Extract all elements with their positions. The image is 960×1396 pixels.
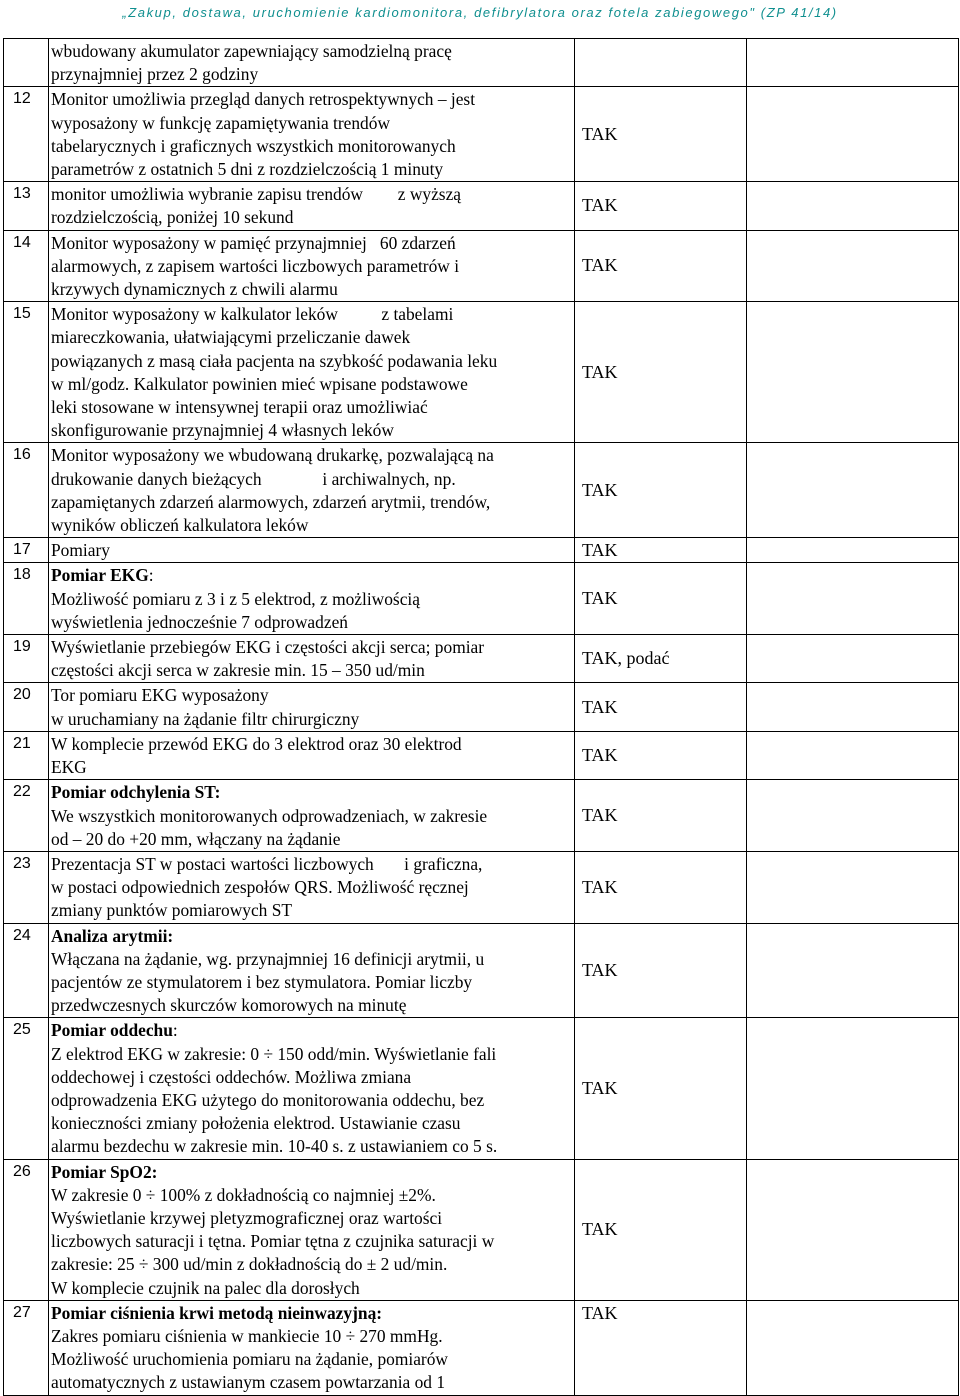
description-line: rozdzielczością, poniżej 10 sekund — [51, 207, 294, 228]
description-line: parametrów z ostatnich 5 dni z rozdzielczością 1 minuty — [51, 159, 444, 180]
offered-parameter-cell — [747, 780, 959, 852]
row-number: 14 — [4, 230, 49, 302]
description-line: zakresie: 25 ÷ 300 ud/min z dokładnością do ± 2 ud/min. — [51, 1254, 448, 1275]
table-row — [4, 563, 959, 635]
row-number: 26 — [4, 1159, 49, 1300]
description-line: Monitor wyposażony we wbudowaną drukarkę, pozwalającą na — [51, 445, 494, 466]
description-line: wyświetlenia jednocześnie 7 odprowadzeń — [51, 611, 348, 632]
specification-table — [3, 38, 959, 1396]
row-description — [49, 39, 575, 87]
requirement-value: TAK — [575, 302, 747, 443]
row-number: 17 — [4, 538, 49, 563]
row-description — [49, 1300, 575, 1395]
row-description — [49, 635, 575, 683]
row-description — [49, 851, 575, 923]
description-line: wyników obliczeń kalkulatora leków — [51, 515, 309, 536]
description-line: od – 20 do +20 mm, włączany na żądanie — [51, 828, 341, 849]
description-line: Wyświetlanie przebiegów EKG i częstości akcji serca; pomiar — [51, 637, 485, 658]
section-heading: Pomiar odchylenia ST: — [51, 782, 221, 803]
description-line: konieczności zmiany położenia elektrod. Ustawianie czasu — [51, 1113, 461, 1134]
description-line: liczbowych saturacji i tętna. Pomiar tętna z czujnika saturacji w — [51, 1231, 495, 1252]
description-line: Wyświetlanie krzywej pletyzmograficznej oraz wartości — [51, 1207, 443, 1228]
table-row — [4, 851, 959, 923]
row-number: 16 — [4, 443, 49, 538]
row-description: Pomiar oddechu: Z elektrod EKG w zakresie: 0 ÷ 150 odd/min. Wyświetlanie fali oddechowej i częstości oddechów. Możliwa zmiana odprowadzenia EKG użytego do monitorowania oddechu, bez konieczności zmiany położenia elektrod. Ustawianie czasu alarmu bezdechu w zakresie min. 10-40 s. z ustawianiem co 5 s. — [49, 1018, 575, 1159]
offered-parameter-cell — [747, 1300, 959, 1395]
requirement-value: TAK — [575, 87, 747, 182]
requirement-value: TAK, podać — [575, 635, 747, 683]
description-line: oddechowej i częstości oddechów. Możliwa zmiana — [51, 1066, 412, 1087]
requirement-value: TAK — [575, 182, 747, 230]
row-description — [49, 731, 575, 779]
row-description — [49, 1159, 575, 1300]
description-line: drukowanie danych bieżących i archiwalnych, np. — [51, 468, 456, 489]
description-line: wbudowany akumulator zapewniający samodzielną pracę — [51, 41, 452, 61]
requirement-value: TAK — [575, 1159, 747, 1300]
row-number: 21 — [4, 731, 49, 779]
requirement-value: TAK — [575, 538, 747, 563]
row-number: 15 — [4, 302, 49, 443]
description-line: wyposażony w funkcję zapamiętywania trendów — [51, 112, 390, 133]
description-line: Prezentacja ST w postaci wartości liczbowych i graficzna, — [51, 853, 483, 874]
row-description — [49, 538, 575, 563]
description-line: W zakresie 0 ÷ 100% z dokładnością co najmniej ±2%. — [51, 1184, 436, 1205]
offered-parameter-cell — [747, 683, 959, 731]
offered-parameter-cell — [747, 731, 959, 779]
table-row — [4, 635, 959, 683]
description-line: Z elektrod EKG w zakresie: 0 ÷ 150 odd/min. Wyświetlanie fali — [51, 1043, 497, 1064]
row-number: 18 — [4, 563, 49, 635]
offered-parameter-cell — [747, 39, 959, 87]
offered-parameter-cell — [747, 182, 959, 230]
section-heading: Pomiar oddechu — [51, 1020, 173, 1041]
description-line: przynajmniej przez 2 godziny — [51, 64, 259, 85]
table-row — [4, 923, 959, 1018]
description-line: skonfigurowanie przynajmniej 4 własnych leków — [51, 420, 394, 441]
table-row — [4, 39, 959, 87]
offered-parameter-cell — [747, 302, 959, 443]
table-row — [4, 731, 959, 779]
description-line: zmiany punktów pomiarowych ST — [51, 900, 293, 921]
row-number: 27 — [4, 1300, 49, 1395]
offered-parameter-cell — [747, 230, 959, 302]
requirement-value: TAK — [575, 230, 747, 302]
offered-parameter-cell — [747, 563, 959, 635]
description-line: pacjentów ze stymulatorem i bez stymulatora. Pomiar liczby — [51, 971, 473, 992]
requirement-value: TAK — [575, 563, 747, 635]
description-line: alarmu bezdechu w zakresie min. 10-40 s. z ustawianiem co 5 s. — [51, 1136, 498, 1157]
description-line: powiązanych z masą ciała pacjenta na szybkość podawania leku — [51, 350, 498, 371]
description-line: krzywych dynamicznych z chwili alarmu — [51, 279, 338, 300]
description-line: w uruchamiany na żądanie filtr chirurgiczny — [51, 708, 360, 729]
description-line: Możliwość pomiaru z 3 i z 5 elektrod, z możliwością — [51, 588, 420, 609]
description-line: Pomiary — [51, 540, 110, 561]
description-line: w postaci odpowiednich zespołów QRS. Możliwość ręcznej — [51, 877, 469, 898]
row-number: 20 — [4, 683, 49, 731]
row-description — [49, 443, 575, 538]
section-heading: Analiza arytmii: — [51, 925, 174, 946]
offered-parameter-cell — [747, 635, 959, 683]
section-heading: Pomiar EKG — [51, 565, 149, 586]
row-description: Pomiar EKG: Możliwość pomiaru z 3 i z 5 elektrod, z możliwością wyświetlenia jednocześnie 7 odprowadzeń — [49, 563, 575, 635]
description-line: We wszystkich monitorowanych odprowadzeniach, w zakresie — [51, 805, 488, 826]
description-line: przedwczesnych skurczów komorowych na minutę — [51, 995, 407, 1016]
row-description — [49, 923, 575, 1018]
requirement-value: TAK — [575, 443, 747, 538]
description-line: automatycznych z ustawianym czasem powtarzania od 1 — [51, 1372, 446, 1393]
requirement-value: TAK — [575, 731, 747, 779]
table-row — [4, 780, 959, 852]
row-description — [49, 87, 575, 182]
row-description — [49, 683, 575, 731]
offered-parameter-cell — [747, 87, 959, 182]
requirement-value: TAK — [575, 683, 747, 731]
requirement-value: TAK — [575, 780, 747, 852]
description-line: tabelarycznych i graficznych wszystkich monitorowanych — [51, 135, 456, 156]
description-line: leki stosowane w intensywnej terapii oraz umożliwiać — [51, 397, 428, 418]
table-row — [4, 1018, 959, 1159]
description-line: zapamiętanych zdarzeń alarmowych, zdarzeń arytmii, trendów, — [51, 491, 491, 512]
row-number: 23 — [4, 851, 49, 923]
description-line: Monitor wyposażony w kalkulator leków z tabelami — [51, 304, 454, 325]
description-line: Monitor umożliwia przegląd danych retrospektywnych – jest — [51, 89, 476, 110]
row-description — [49, 780, 575, 852]
section-heading: Pomiar SpO2: — [51, 1161, 158, 1182]
description-line: Możliwość uruchomienia pomiaru na żądanie, pomiarów — [51, 1349, 448, 1370]
description-line: odprowadzenia EKG użytego do monitorowania oddechu, bez — [51, 1089, 485, 1110]
description-line: EKG — [51, 757, 87, 778]
offered-parameter-cell — [747, 443, 959, 538]
description-line: Tor pomiaru EKG wyposażony — [51, 685, 269, 706]
description-line: Zakres pomiaru ciśnienia w mankiecie 10 ÷ 270 mmHg. — [51, 1325, 443, 1346]
description-line: Włączana na żądanie, wg. przynajmniej 16 definicji arytmii, u — [51, 948, 485, 969]
offered-parameter-cell — [747, 538, 959, 563]
requirement-value: TAK — [575, 1300, 747, 1395]
row-number — [4, 39, 49, 87]
table-row — [4, 443, 959, 538]
row-description — [49, 230, 575, 302]
row-number: 25 — [4, 1018, 49, 1159]
offered-parameter-cell — [747, 1018, 959, 1159]
offered-parameter-cell — [747, 1159, 959, 1300]
document-header: „Zakup, dostawa, uruchomienie kardiomonitora, defibrylatora oraz fotela zabiegowego" (ZP 41/14) — [122, 5, 838, 20]
row-number: 13 — [4, 182, 49, 230]
row-number: 19 — [4, 635, 49, 683]
row-description — [49, 182, 575, 230]
description-line: W komplecie czujnik na palec dla dorosłych — [51, 1277, 360, 1298]
requirement-value — [575, 39, 747, 87]
description-line: alarmowych, z zapisem wartości liczbowych parametrów i — [51, 255, 460, 276]
offered-parameter-cell — [747, 851, 959, 923]
section-heading: Pomiar ciśnienia krwi metodą nieinwazyjną: — [51, 1302, 383, 1323]
table-row — [4, 683, 959, 731]
requirement-value: TAK — [575, 923, 747, 1018]
description-line: monitor umożliwia wybranie zapisu trendów z wyższą — [51, 184, 462, 205]
description-line: w ml/godz. Kalkulator powinien mieć wpisane podstawowe — [51, 373, 468, 394]
table-row — [4, 1159, 959, 1300]
table-row — [4, 302, 959, 443]
requirement-value: TAK — [575, 1018, 747, 1159]
description-line: W komplecie przewód EKG do 3 elektrod oraz 30 elektrod — [51, 733, 462, 754]
offered-parameter-cell — [747, 923, 959, 1018]
description-line: miareczkowania, ułatwiającymi przeliczanie dawek — [51, 327, 411, 348]
row-number: 12 — [4, 87, 49, 182]
description-line: częstości akcji serca w zakresie min. 15 – 350 ud/min — [51, 660, 425, 681]
table-row — [4, 87, 959, 182]
table-row — [4, 182, 959, 230]
requirement-value: TAK — [575, 851, 747, 923]
table-row — [4, 538, 959, 563]
row-number: 24 — [4, 923, 49, 1018]
row-description — [49, 302, 575, 443]
row-number: 22 — [4, 780, 49, 852]
description-line: Monitor wyposażony w pamięć przynajmniej 60 zdarzeń — [51, 232, 456, 253]
table-row — [4, 230, 959, 302]
table-row — [4, 1300, 959, 1395]
